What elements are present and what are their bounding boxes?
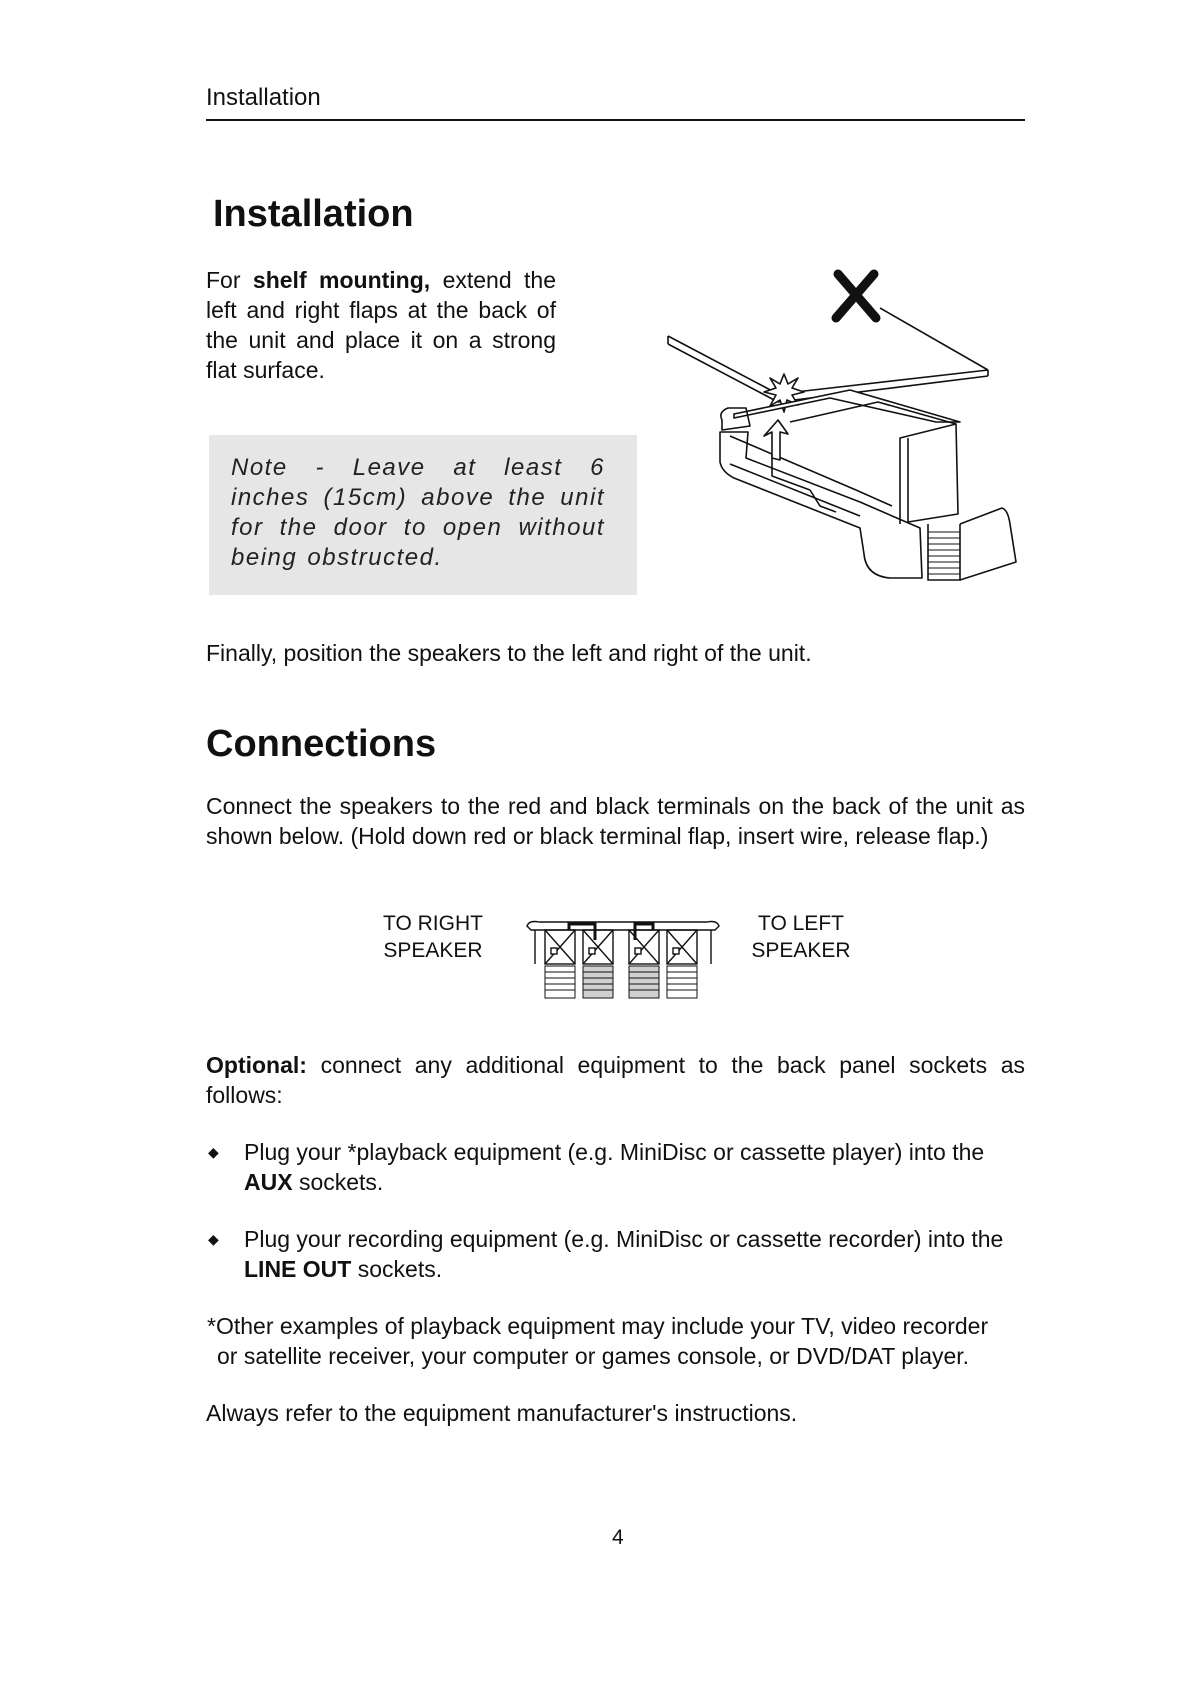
bullet-diamond-icon: ◆ [208,1144,219,1160]
always-text: Always refer to the equipment manufacturer's instructions. [206,1400,798,1426]
installation-intro [206,265,556,385]
running-header: Installation [206,84,321,111]
right-label-line2: SPEAKER [383,939,483,962]
intro-suffix: extend the left and right flaps at the back of the unit and place it on a strong flat surface. [206,267,557,383]
bullet-aux-suffix: sockets. [292,1169,384,1195]
connections-title: Connections [206,723,437,765]
bullet-diamond-icon: ◆ [208,1231,219,1247]
shelf-mounting-illustration [660,262,1030,592]
installation-title: Installation [213,193,414,235]
terminal-2 [583,930,613,964]
prohibited-x-icon [836,274,876,318]
connections-instructions: Connect the speakers to the red and black terminals on the back of the unit as shown below. (Hold down red or black terminal flap, insert wire, release flap.) [206,793,1025,849]
bullet-lineout-prefix: Plug your recording equipment (e.g. MiniDisc or cassette recorder) into the [244,1226,1004,1252]
note-text: Note - Leave at least 6 inches (15cm) above the unit for the door to open without being obstructed. [231,454,605,571]
optional-body: connect any additional equipment to the back panel sockets as follows: [206,1052,1025,1108]
note-box [209,435,637,595]
intro-bold: shelf mounting, [252,267,431,293]
speaker-terminals-diagram [525,918,721,1000]
bullet-item-aux [244,1137,1024,1197]
finally-text: Finally, position the speakers to the left and right of the unit. [206,640,812,666]
right-speaker-label [372,910,494,964]
bullet-lineout-suffix: sockets. [351,1256,443,1282]
terminal-1 [545,930,575,964]
left-label-line2: SPEAKER [751,939,851,962]
bullet-item-line-out [244,1224,1024,1284]
footnote-line1: *Other examples of playback equipment may include your TV, video recorder [207,1313,989,1339]
page-number: 4 [612,1526,624,1549]
terminal-4 [667,930,697,964]
optional-bold: Optional: [206,1052,307,1078]
bullet-lineout-bold: LINE OUT [244,1256,352,1282]
bullet-aux-prefix: Plug your *playback equipment (e.g. MiniDisc or cassette player) into the [244,1139,985,1165]
bullet-aux-bold: AUX [244,1169,293,1195]
header-divider [206,119,1025,121]
optional-text [206,1050,1025,1110]
footnote-line2: or satellite receiver, your computer or games console, or DVD/DAT player. [217,1343,970,1369]
right-label-line1: TO RIGHT [383,912,483,935]
left-label-line1: TO LEFT [758,912,844,935]
intro-prefix: For [206,267,253,293]
left-speaker-label [740,910,862,964]
